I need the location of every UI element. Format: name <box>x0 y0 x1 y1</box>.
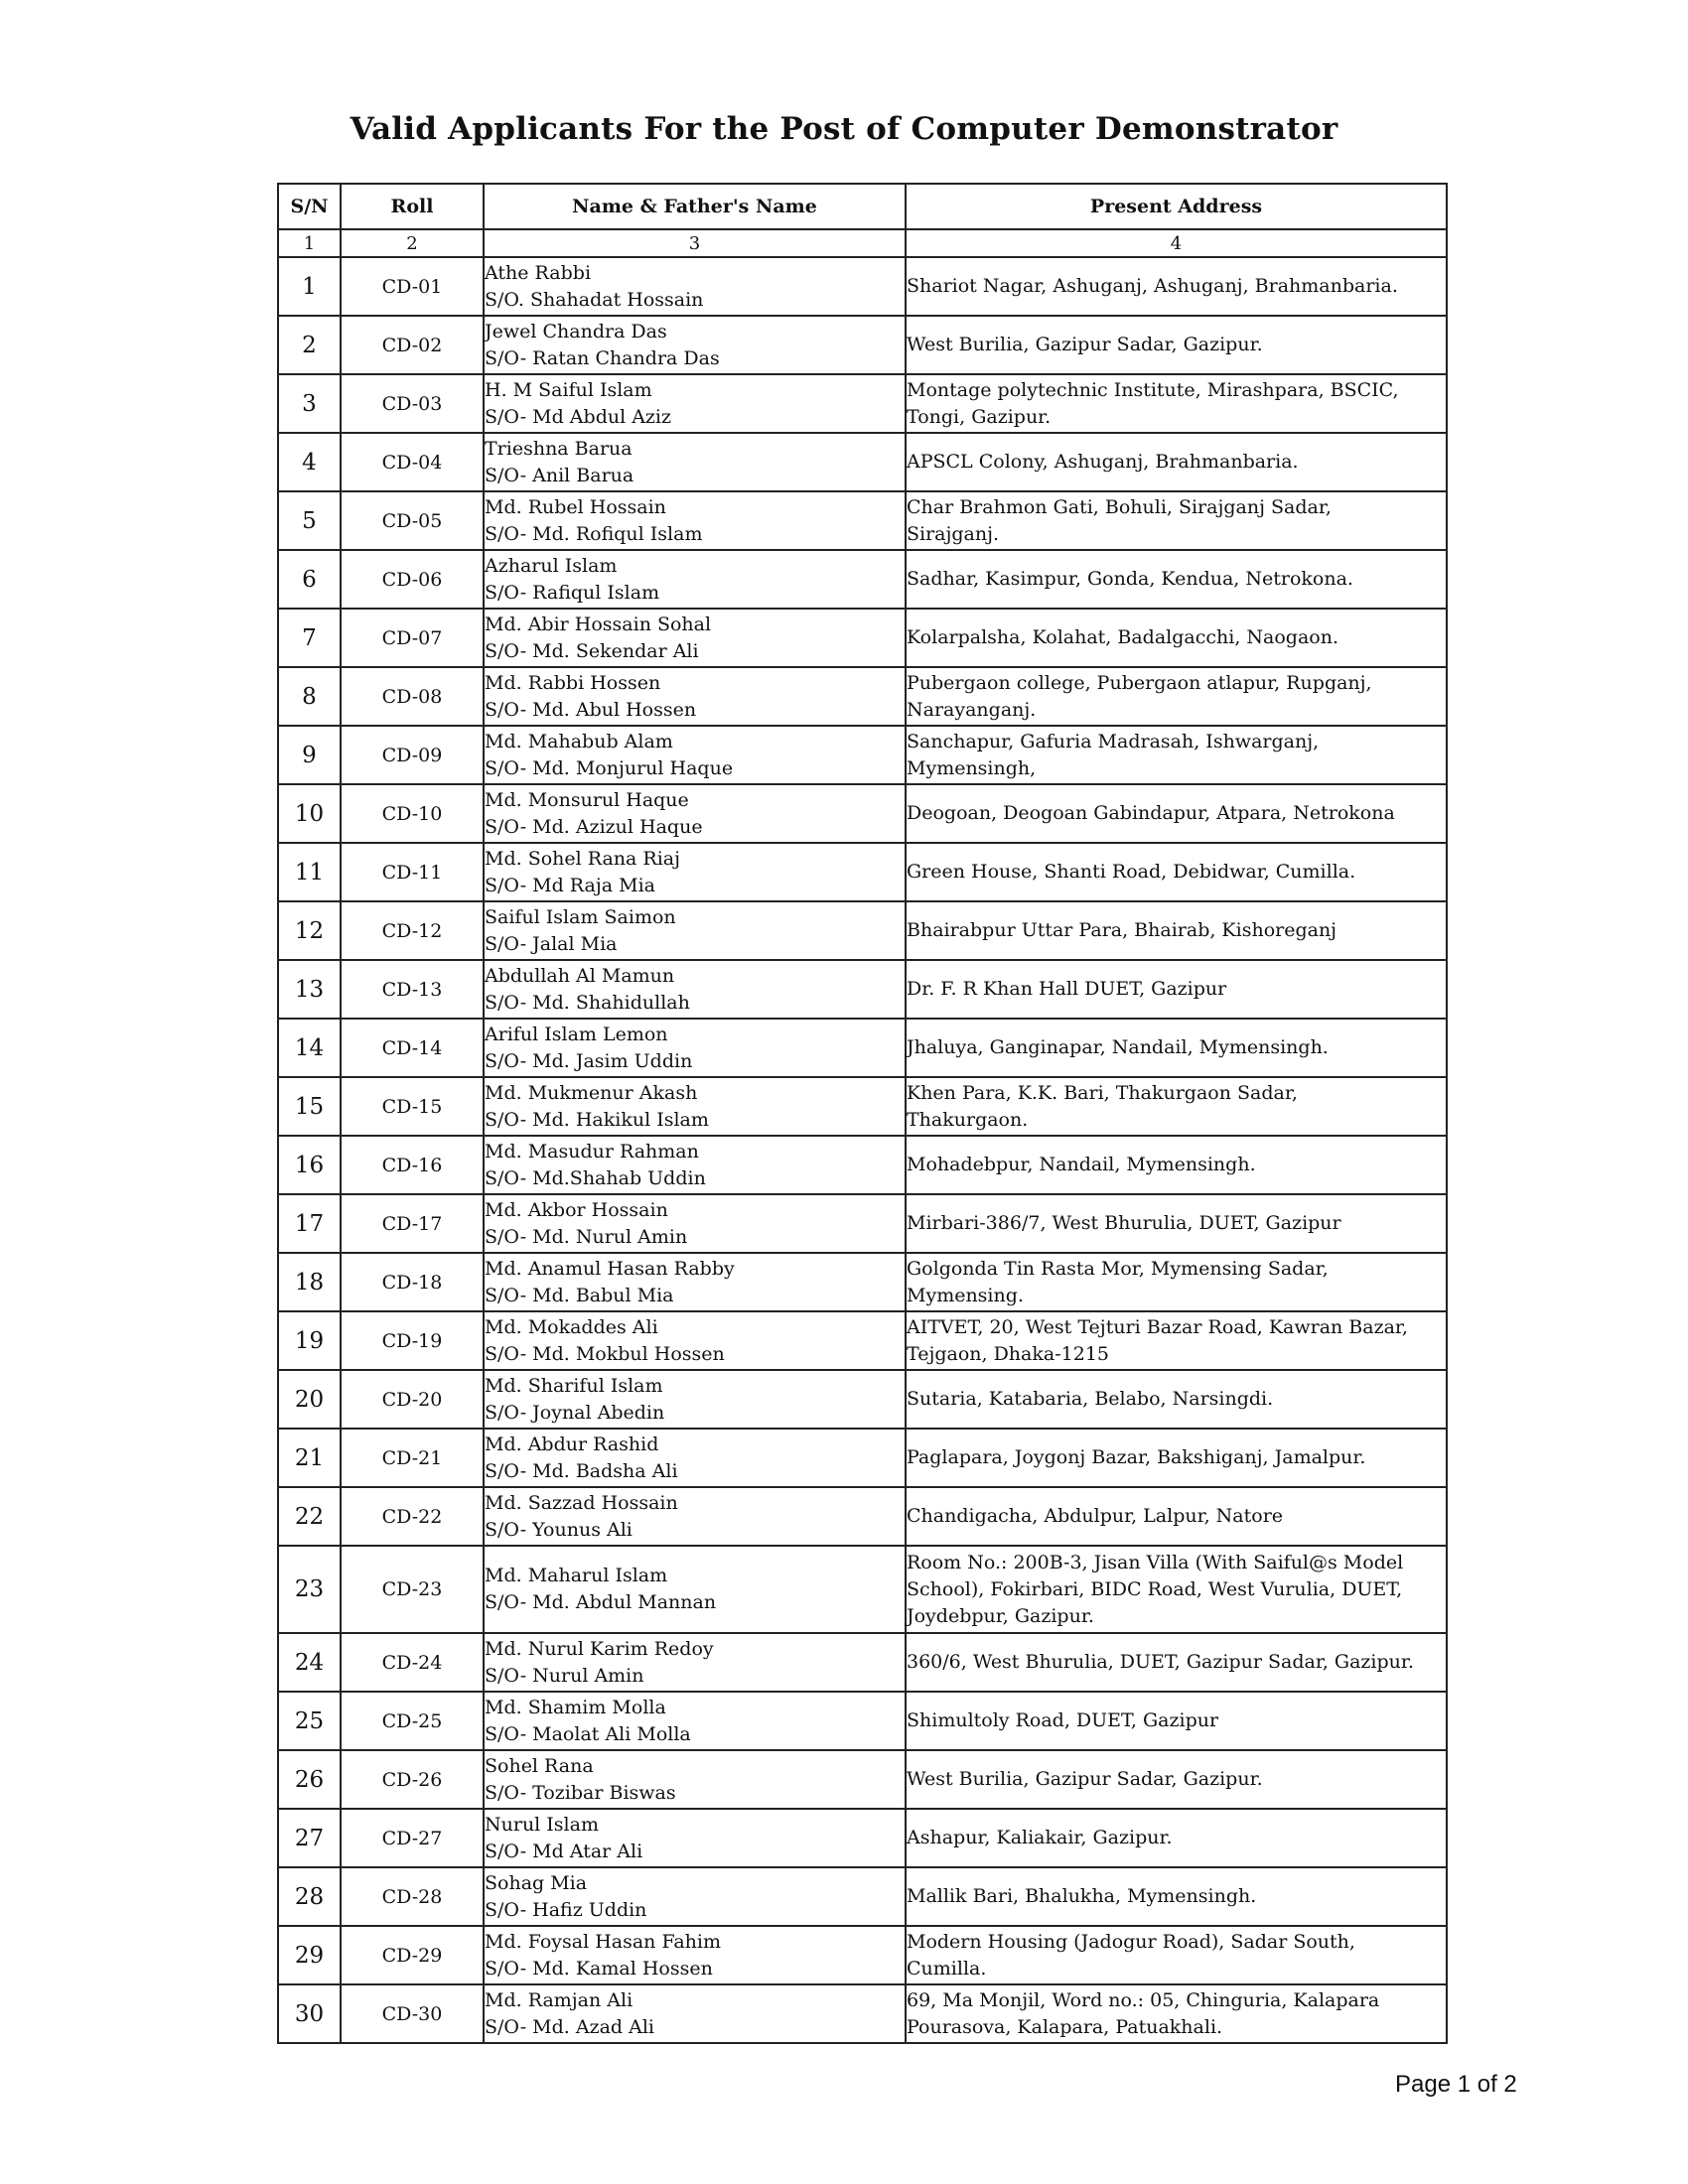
applicant-name: Athe Rabbi <box>485 261 592 284</box>
roll-number: CD-04 <box>341 433 484 491</box>
present-address <box>906 374 1447 433</box>
name-cell <box>484 667 906 726</box>
table-row <box>278 1926 1447 1984</box>
serial-number: 19 <box>278 1311 341 1370</box>
table-row <box>278 433 1447 491</box>
present-address <box>906 1077 1447 1136</box>
name-cell <box>484 550 906 609</box>
father-name: S/O- Md.Shahab Uddin <box>485 1166 706 1189</box>
header-roll: Roll <box>341 184 484 229</box>
serial-number: 18 <box>278 1253 341 1311</box>
address-line: Paglapara, Joygonj Bazar, Bakshiganj, Jamalpur. <box>907 1446 1366 1468</box>
present-address <box>906 784 1447 843</box>
header-row <box>278 184 1447 229</box>
table-row <box>278 1136 1447 1194</box>
father-name: S/O- Md. Hakikul Islam <box>485 1108 709 1131</box>
father-name: S/O- Md Raja Mia <box>485 874 655 896</box>
address-line: Kolarpalsha, Kolahat, Badalgacchi, Naogaon. <box>907 626 1338 648</box>
address-line: Mohadebpur, Nandail, Mymensingh. <box>907 1154 1256 1175</box>
table-row <box>278 1370 1447 1429</box>
serial-number: 29 <box>278 1926 341 1984</box>
applicant-name: Md. Nurul Karim Redoy <box>485 1637 714 1660</box>
serial-number: 2 <box>278 316 341 374</box>
present-address <box>906 1253 1447 1311</box>
name-cell <box>484 1429 906 1487</box>
father-name: S/O- Md. Azizul Haque <box>485 815 703 838</box>
applicant-name: Md. Rubel Hossain <box>485 495 666 518</box>
present-address <box>906 609 1447 667</box>
address-line: Sadhar, Kasimpur, Gonda, Kendua, Netrokona. <box>907 568 1353 590</box>
father-name: S/O- Md. Rofiqul Islam <box>485 522 703 545</box>
present-address <box>906 1867 1447 1926</box>
father-name: S/O- Maolat Ali Molla <box>485 1722 691 1745</box>
table-row <box>278 1984 1447 2043</box>
table-row <box>278 1546 1447 1633</box>
address-line: Mallik Bari, Bhalukha, Mymensingh. <box>907 1885 1257 1907</box>
name-cell <box>484 960 906 1019</box>
serial-number: 16 <box>278 1136 341 1194</box>
address-line: Deogoan, Deogoan Gabindapur, Atpara, Netrokona <box>907 802 1395 824</box>
address-line: Shimultoly Road, DUET, Gazipur <box>907 1709 1219 1731</box>
roll-number: CD-08 <box>341 667 484 726</box>
father-name: S/O- Anil Barua <box>485 464 634 486</box>
name-cell <box>484 901 906 960</box>
page-number: Page 1 of 2 <box>1395 2071 1517 2098</box>
present-address <box>906 1311 1447 1370</box>
serial-number: 8 <box>278 667 341 726</box>
name-cell <box>484 726 906 784</box>
name-cell <box>484 1984 906 2043</box>
name-cell <box>484 1370 906 1429</box>
present-address <box>906 433 1447 491</box>
roll-number: CD-10 <box>341 784 484 843</box>
applicant-name: Ariful Islam Lemon <box>485 1023 668 1045</box>
applicant-name: Md. Abir Hossain Sohal <box>485 613 712 635</box>
father-name: S/O- Jalal Mia <box>485 932 618 955</box>
present-address <box>906 843 1447 901</box>
name-cell <box>484 1926 906 1984</box>
roll-number: CD-03 <box>341 374 484 433</box>
column-number: 3 <box>484 229 906 257</box>
applicant-name: Md. Abdur Rashid <box>485 1433 659 1455</box>
name-cell <box>484 1633 906 1692</box>
roll-number: CD-24 <box>341 1633 484 1692</box>
name-cell <box>484 1867 906 1926</box>
address-line: Tejgaon, Dhaka-1215 <box>907 1342 1109 1365</box>
applicant-name: Azharul Islam <box>485 554 618 577</box>
address-line: Tongi, Gazipur. <box>907 405 1052 428</box>
address-line: Golgonda Tin Rasta Mor, Mymensing Sadar, <box>907 1257 1329 1280</box>
roll-number: CD-05 <box>341 491 484 550</box>
roll-number: CD-29 <box>341 1926 484 1984</box>
roll-number: CD-28 <box>341 1867 484 1926</box>
address-line: Narayanganj. <box>907 698 1037 721</box>
father-name: S/O- Md. Abul Hossen <box>485 698 697 721</box>
applicant-name: Md. Mokaddes Ali <box>485 1315 658 1338</box>
present-address <box>906 1194 1447 1253</box>
address-line: Shariot Nagar, Ashuganj, Ashuganj, Brahmanbaria. <box>907 275 1398 297</box>
father-name: S/O- Md. Kamal Hossen <box>485 1957 713 1979</box>
table-row <box>278 1692 1447 1750</box>
applicant-name: Md. Mahabub Alam <box>485 730 673 752</box>
address-line: Pourasova, Kalapara, Patuakhali. <box>907 2015 1223 2038</box>
address-line: Chandigacha, Abdulpur, Lalpur, Natore <box>907 1505 1284 1527</box>
serial-number: 25 <box>278 1692 341 1750</box>
name-cell <box>484 843 906 901</box>
table-row <box>278 1311 1447 1370</box>
father-name: S/O- Tozibar Biswas <box>485 1781 676 1804</box>
address-line: Sutaria, Katabaria, Belabo, Narsingdi. <box>907 1388 1274 1410</box>
roll-number: CD-15 <box>341 1077 484 1136</box>
table-row <box>278 1487 1447 1546</box>
applicant-name: Md. Masudur Rahman <box>485 1140 699 1162</box>
present-address <box>906 1926 1447 1984</box>
father-name: S/O- Md. Shahidullah <box>485 991 690 1014</box>
father-name: S/O- Md. Nurul Amin <box>485 1225 688 1248</box>
father-name: S/O- Rafiqul Islam <box>485 581 660 604</box>
present-address <box>906 257 1447 316</box>
name-cell <box>484 433 906 491</box>
roll-number: CD-14 <box>341 1019 484 1077</box>
applicant-name: H. M Saiful Islam <box>485 378 652 401</box>
father-name: S/O- Hafiz Uddin <box>485 1898 647 1921</box>
name-cell <box>484 1077 906 1136</box>
table-row <box>278 843 1447 901</box>
serial-number: 3 <box>278 374 341 433</box>
present-address <box>906 667 1447 726</box>
address-line: West Burilia, Gazipur Sadar, Gazipur. <box>907 1768 1263 1790</box>
roll-number: CD-11 <box>341 843 484 901</box>
name-cell <box>484 1546 906 1633</box>
applicant-name: Sohag Mia <box>485 1871 588 1894</box>
applicant-name: Md. Anamul Hasan Rabby <box>485 1257 735 1280</box>
serial-number: 10 <box>278 784 341 843</box>
address-line: Mymensingh, <box>907 756 1037 779</box>
table-row <box>278 257 1447 316</box>
present-address <box>906 1487 1447 1546</box>
address-line: Ashapur, Kaliakair, Gazipur. <box>907 1827 1173 1848</box>
serial-number: 13 <box>278 960 341 1019</box>
roll-number: CD-06 <box>341 550 484 609</box>
present-address <box>906 316 1447 374</box>
column-number: 4 <box>906 229 1447 257</box>
father-name: S/O- Md. Azad Ali <box>485 2015 654 2038</box>
roll-number: CD-09 <box>341 726 484 784</box>
applicants-table <box>277 183 1448 2044</box>
table-row <box>278 316 1447 374</box>
serial-number: 5 <box>278 491 341 550</box>
father-name: S/O- Ratan Chandra Das <box>485 346 720 369</box>
address-line: Mymensing. <box>907 1284 1024 1306</box>
header-sn: S/N <box>278 184 341 229</box>
name-cell <box>484 374 906 433</box>
father-name: S/O- Younus Ali <box>485 1518 633 1541</box>
serial-number: 26 <box>278 1750 341 1809</box>
present-address <box>906 726 1447 784</box>
applicant-name: Sohel Rana <box>485 1754 594 1777</box>
applicant-name: Md. Maharul Islam <box>485 1565 668 1586</box>
address-line: APSCL Colony, Ashuganj, Brahmanbaria. <box>907 451 1299 473</box>
table-row <box>278 609 1447 667</box>
roll-number: CD-19 <box>341 1311 484 1370</box>
father-name: S/O- Joynal Abedin <box>485 1401 665 1424</box>
applicant-name: Md. Shamim Molla <box>485 1696 666 1718</box>
present-address <box>906 1136 1447 1194</box>
serial-number: 30 <box>278 1984 341 2043</box>
page-title: Valid Applicants For the Post of Computer Demonstrator <box>350 111 1338 147</box>
roll-number: CD-25 <box>341 1692 484 1750</box>
name-cell <box>484 1136 906 1194</box>
present-address <box>906 1809 1447 1867</box>
table-row <box>278 550 1447 609</box>
father-name: S/O- Md. Abdul Mannan <box>485 1591 717 1613</box>
table-row <box>278 726 1447 784</box>
serial-number: 4 <box>278 433 341 491</box>
name-cell <box>484 491 906 550</box>
serial-number: 6 <box>278 550 341 609</box>
address-line: West Burilia, Gazipur Sadar, Gazipur. <box>907 334 1263 355</box>
address-line: Bhairabpur Uttar Para, Bhairab, Kishoreganj <box>907 919 1337 941</box>
roll-number: CD-18 <box>341 1253 484 1311</box>
present-address <box>906 550 1447 609</box>
address-line: Montage polytechnic Institute, Mirashpara, BSCIC, <box>907 378 1399 401</box>
table-row <box>278 374 1447 433</box>
serial-number: 28 <box>278 1867 341 1926</box>
father-name: S/O. Shahadat Hossain <box>485 288 704 311</box>
present-address <box>906 1019 1447 1077</box>
serial-number: 1 <box>278 257 341 316</box>
address-line: Sanchapur, Gafuria Madrasah, Ishwarganj, <box>907 730 1320 752</box>
name-cell <box>484 316 906 374</box>
name-cell <box>484 1487 906 1546</box>
table-row <box>278 960 1447 1019</box>
present-address <box>906 1429 1447 1487</box>
table-row <box>278 667 1447 726</box>
table-row <box>278 784 1447 843</box>
address-line: Khen Para, K.K. Bari, Thakurgaon Sadar, <box>907 1081 1298 1104</box>
header-name: Name & Father's Name <box>484 184 906 229</box>
address-line: Green House, Shanti Road, Debidwar, Cumilla. <box>907 861 1356 883</box>
address-line: Joydebpur, Gazipur. <box>907 1604 1094 1627</box>
column-number-row <box>278 229 1447 257</box>
address-line: School), Fokirbari, BIDC Road, West Vurulia, DUET, <box>907 1577 1403 1600</box>
table-row <box>278 1253 1447 1311</box>
roll-number: CD-17 <box>341 1194 484 1253</box>
applicant-name: Md. Monsurul Haque <box>485 788 689 811</box>
address-line: Thakurgaon. <box>907 1108 1029 1131</box>
table-row <box>278 1750 1447 1809</box>
present-address <box>906 901 1447 960</box>
serial-number: 23 <box>278 1546 341 1633</box>
address-line: Mirbari-386/7, West Bhurulia, DUET, Gazipur <box>907 1212 1341 1234</box>
name-cell <box>484 1194 906 1253</box>
table-row <box>278 1633 1447 1692</box>
roll-number: CD-23 <box>341 1546 484 1633</box>
serial-number: 7 <box>278 609 341 667</box>
address-line: Char Brahmon Gati, Bohuli, Sirajganj Sadar, <box>907 495 1332 518</box>
serial-number: 22 <box>278 1487 341 1546</box>
present-address <box>906 1633 1447 1692</box>
applicant-name: Md. Akbor Hossain <box>485 1198 668 1221</box>
present-address <box>906 491 1447 550</box>
address-line: AITVET, 20, West Tejturi Bazar Road, Kawran Bazar, <box>907 1315 1408 1338</box>
roll-number: CD-12 <box>341 901 484 960</box>
column-number: 1 <box>278 229 341 257</box>
address-line: Pubergaon college, Pubergaon atlapur, Rupganj, <box>907 671 1372 694</box>
applicant-name: Md. Mukmenur Akash <box>485 1081 698 1104</box>
address-line: Room No.: 200B-3, Jisan Villa (With Saiful@s Model <box>907 1551 1404 1573</box>
applicant-name: Md. Rabbi Hossen <box>485 671 661 694</box>
present-address <box>906 1984 1447 2043</box>
father-name: S/O- Md Abdul Aziz <box>485 405 672 428</box>
header-address: Present Address <box>906 184 1447 229</box>
present-address <box>906 1370 1447 1429</box>
applicant-name: Saiful Islam Saimon <box>485 905 676 928</box>
roll-number: CD-21 <box>341 1429 484 1487</box>
applicant-name: Jewel Chandra Das <box>485 320 667 342</box>
column-number: 2 <box>341 229 484 257</box>
father-name: S/O- Md Atar Ali <box>485 1840 643 1862</box>
name-cell <box>484 1692 906 1750</box>
address-line: Sirajganj. <box>907 522 1000 545</box>
roll-number: CD-30 <box>341 1984 484 2043</box>
serial-number: 20 <box>278 1370 341 1429</box>
roll-number: CD-16 <box>341 1136 484 1194</box>
serial-number: 12 <box>278 901 341 960</box>
table-row <box>278 1077 1447 1136</box>
applicant-name: Md. Sazzad Hossain <box>485 1491 678 1514</box>
address-line: Dr. F. R Khan Hall DUET, Gazipur <box>907 978 1227 1000</box>
applicant-name: Nurul Islam <box>485 1813 599 1836</box>
serial-number: 14 <box>278 1019 341 1077</box>
serial-number: 24 <box>278 1633 341 1692</box>
father-name: S/O- Md. Mokbul Hossen <box>485 1342 725 1365</box>
name-cell <box>484 1809 906 1867</box>
name-cell <box>484 1019 906 1077</box>
applicant-name: Md. Foysal Hasan Fahim <box>485 1930 722 1953</box>
father-name: S/O- Md. Jasim Uddin <box>485 1049 693 1072</box>
father-name: S/O- Md. Babul Mia <box>485 1284 674 1306</box>
table-row <box>278 901 1447 960</box>
applicant-name: Md. Shariful Islam <box>485 1374 663 1397</box>
table-body <box>278 257 1447 2043</box>
roll-number: CD-01 <box>341 257 484 316</box>
name-cell <box>484 784 906 843</box>
name-cell <box>484 1311 906 1370</box>
serial-number: 9 <box>278 726 341 784</box>
applicant-name: Trieshna Barua <box>485 437 633 460</box>
address-line: Cumilla. <box>907 1957 987 1979</box>
roll-number: CD-22 <box>341 1487 484 1546</box>
roll-number: CD-20 <box>341 1370 484 1429</box>
table-row <box>278 1019 1447 1077</box>
present-address <box>906 1546 1447 1633</box>
address-line: Jhaluya, Ganginapar, Nandail, Mymensingh. <box>907 1036 1329 1058</box>
address-line: 69, Ma Monjil, Word no.: 05, Chinguria, Kalapara <box>907 1988 1380 2011</box>
present-address <box>906 1692 1447 1750</box>
roll-number: CD-26 <box>341 1750 484 1809</box>
father-name: S/O- Md. Badsha Ali <box>485 1459 678 1482</box>
table-row <box>278 1429 1447 1487</box>
applicant-name: Md. Ramjan Ali <box>485 1988 633 2011</box>
present-address <box>906 960 1447 1019</box>
address-line: Modern Housing (Jadogur Road), Sadar South, <box>907 1930 1355 1953</box>
name-cell <box>484 1750 906 1809</box>
father-name: S/O- Nurul Amin <box>485 1664 644 1687</box>
roll-number: CD-13 <box>341 960 484 1019</box>
name-cell <box>484 609 906 667</box>
serial-number: 15 <box>278 1077 341 1136</box>
serial-number: 11 <box>278 843 341 901</box>
father-name: S/O- Md. Sekendar Ali <box>485 639 699 662</box>
table-row <box>278 1867 1447 1926</box>
name-cell <box>484 1253 906 1311</box>
roll-number: CD-07 <box>341 609 484 667</box>
present-address <box>906 1750 1447 1809</box>
table-row <box>278 491 1447 550</box>
roll-number: CD-27 <box>341 1809 484 1867</box>
serial-number: 21 <box>278 1429 341 1487</box>
father-name: S/O- Md. Monjurul Haque <box>485 756 734 779</box>
applicant-name: Md. Sohel Rana Riaj <box>485 847 681 870</box>
roll-number: CD-02 <box>341 316 484 374</box>
table-row <box>278 1194 1447 1253</box>
serial-number: 17 <box>278 1194 341 1253</box>
serial-number: 27 <box>278 1809 341 1867</box>
applicant-name: Abdullah Al Mamun <box>485 964 675 987</box>
name-cell <box>484 257 906 316</box>
address-line: 360/6, West Bhurulia, DUET, Gazipur Sadar, Gazipur. <box>907 1651 1414 1673</box>
table-row <box>278 1809 1447 1867</box>
